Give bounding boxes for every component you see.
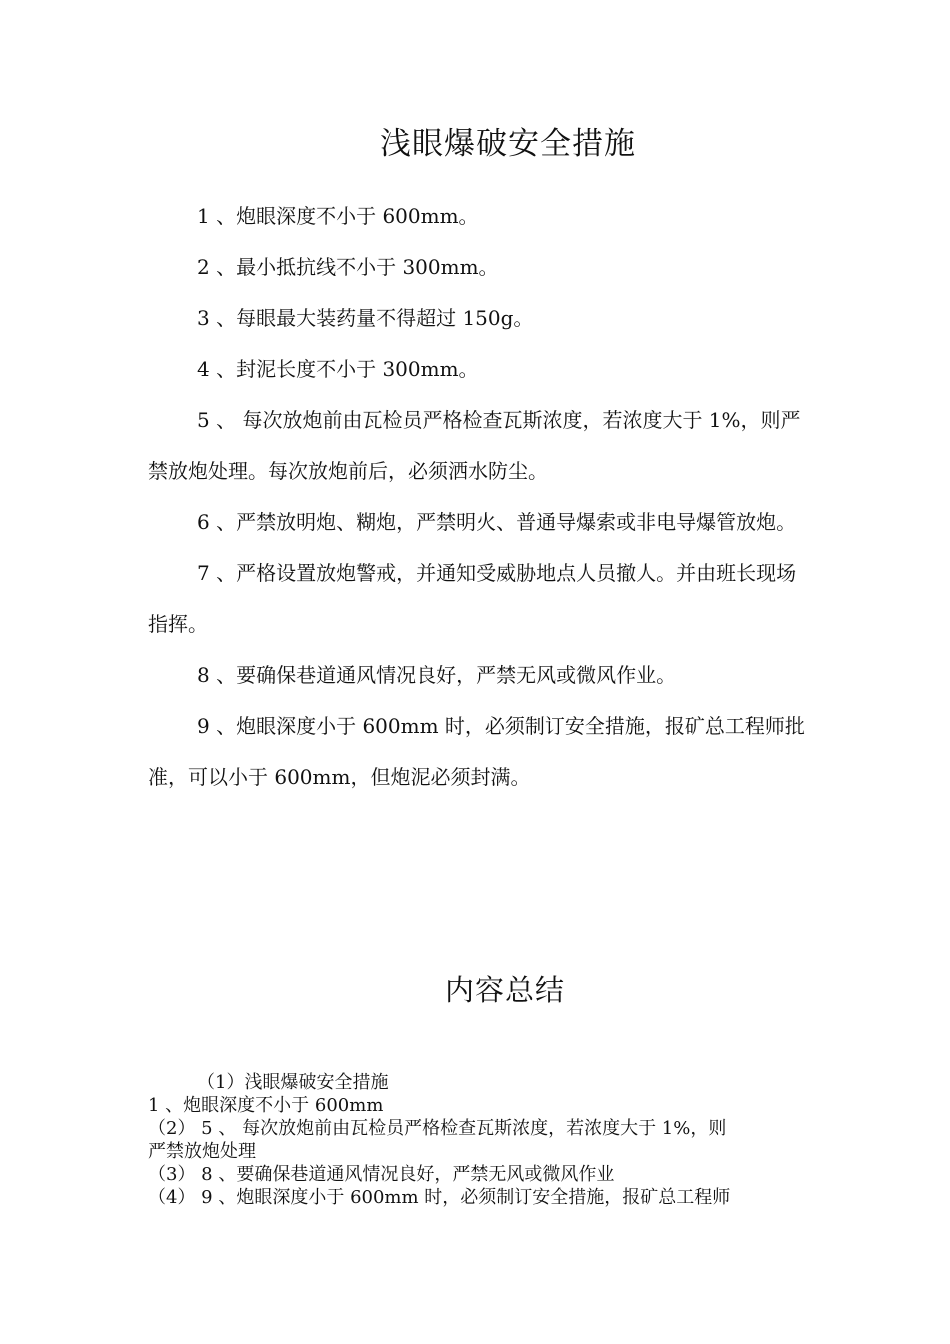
paragraph-6: 6 、严禁放明炮、糊炮，严禁明火、普通导爆索或非电导爆管放炮。	[197, 510, 797, 534]
summary-line: （2） 5 、 每次放炮前由瓦检员严格检查瓦斯浓度，若浓度大于 1%，则	[148, 1118, 727, 1139]
paragraph-7: 7 、严格设置放炮警戒，并通知受威胁地点人员撤人。并由班长现场指挥。	[148, 561, 797, 636]
paragraph-9: 9 、炮眼深度小于 600mm 时，必须制订安全措施，报矿总工程师批准，可以小于 600mm，但炮泥必须封满。	[148, 714, 805, 789]
paragraph-1: 1 、炮眼深度不小于 600mm。	[197, 204, 479, 228]
paragraph-4: 4 、封泥长度不小于 300mm。	[197, 357, 479, 381]
summary-line: 严禁放炮处理	[148, 1141, 256, 1162]
summary-line: （3） 8 、要确保巷道通风情况良好，严禁无风或微风作业	[148, 1164, 615, 1185]
document-body	[148, 191, 808, 803]
paragraph-2: 2 、最小抵抗线不小于 300mm。	[197, 255, 499, 279]
paragraph-3: 3 、每眼最大装药量不得超过 150g。	[197, 306, 534, 330]
summary-list	[148, 1071, 808, 1209]
paragraph-5: 5 、 每次放炮前由瓦检员严格检查瓦斯浓度，若浓度大于 1%，则严禁放炮处理。每次放炮前后，必须洒水防尘。	[148, 408, 801, 483]
summary-line: （1）浅眼爆破安全措施	[197, 1072, 389, 1093]
summary-title: 内容总结	[444, 973, 565, 1007]
document-title: 浅眼爆破安全措施	[380, 126, 636, 162]
paragraph-8: 8 、要确保巷道通风情况良好，严禁无风或微风作业。	[197, 663, 677, 687]
summary-line: （4） 9 、炮眼深度小于 600mm 时，必须制订安全措施，报矿总工程师	[148, 1187, 731, 1208]
summary-line: 1 、炮眼深度不小于 600mm	[148, 1095, 384, 1116]
